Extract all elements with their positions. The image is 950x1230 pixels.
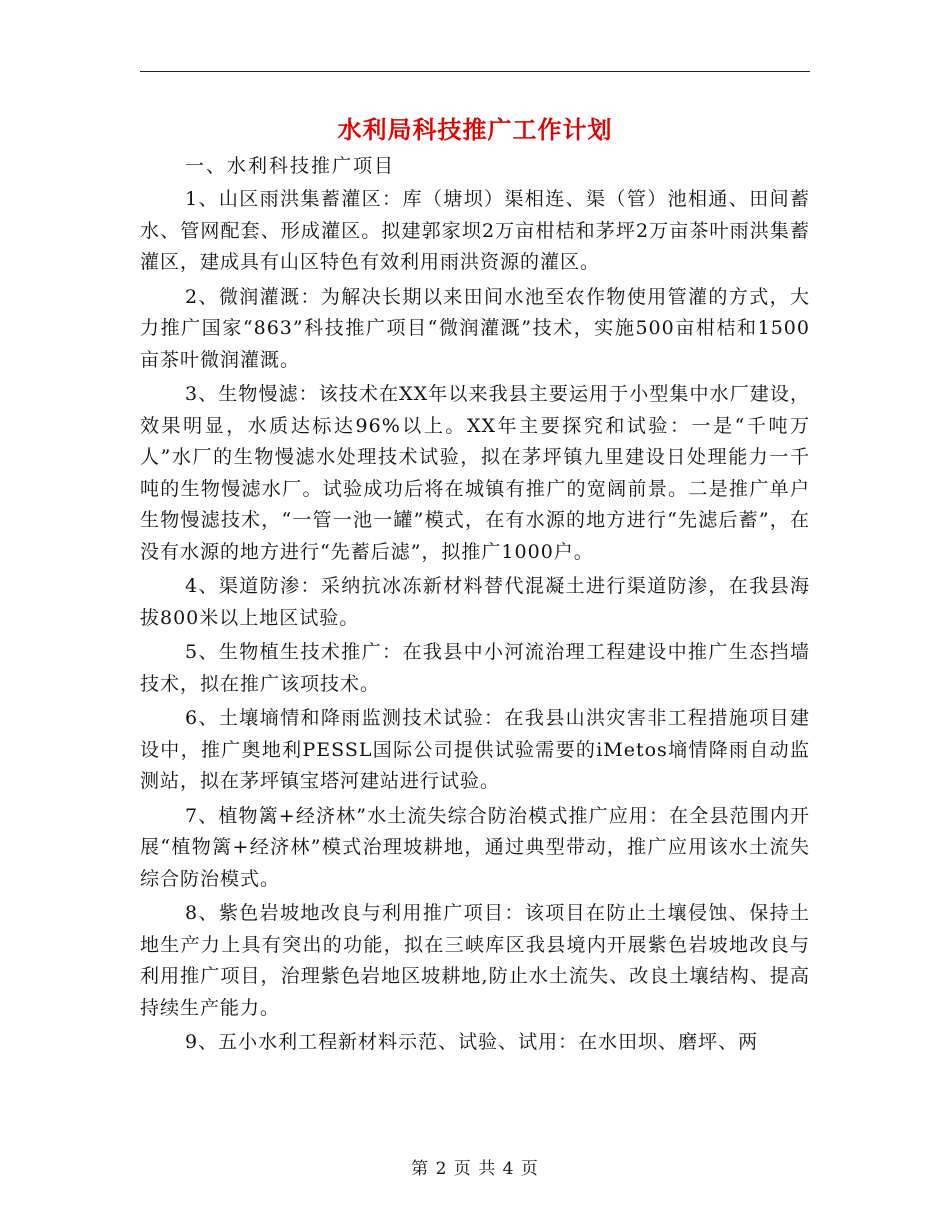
paragraph-8: 8、紫色岩坡地改良与利用推广项目：该项目在防止土壤侵蚀、保持土地生产力上具有突出的功能，拟在三峡库区我县境内开展紫色岩坡地改良与利用推广项目，治理紫色岩地区坡耕地,防止水土流失、改良土壤结构、提高持续生产能力。 <box>140 902 810 1019</box>
document-title: 水利局科技推广工作计划 <box>337 115 613 144</box>
paragraph-2: 2、微润灌溉：为解决长期以来田间水池至农作物使用管灌的方式，大力推广国家“863”科技推广项目“微润灌溉”技术，实施500亩柑桔和1500亩茶叶微润灌溉。 <box>140 285 810 371</box>
paragraph-5: 5、生物植生技术推广：在我县中小河流治理工程建设中推广生态挡墙技术，拟在推广该项技术。 <box>140 641 810 695</box>
paragraph-6: 6、土壤墒情和降雨监测技术试验：在我县山洪灾害非工程措施项目建设中，推广奥地利PESSL国际公司提供试验需要的iMetos墒情降雨自动监测站，拟在茅坪镇宝塔河建站进行试验。 <box>140 707 810 792</box>
page-footer: 第 2 页 共 4 页 <box>411 1159 539 1179</box>
header-rule <box>140 71 810 72</box>
paragraph-9: 9、五小水利工程新材料示范、试验、试用：在水田坝、磨坪、两 <box>185 1031 759 1053</box>
paragraph-7: 7、植物篱+经济林”水土流失综合防治模式推广应用：在全县范围内开展“植物篱+经济林”模式治理坡耕地，通过典型带动，推广应用该水土流失综合防治模式。 <box>140 804 810 890</box>
section-heading: 一、水利科技推广项目 <box>185 155 396 177</box>
paragraph-3: 3、生物慢滤：该技术在XX年以来我县主要运用于小型集中水厂建设，效果明显，水质达标达96%以上。XX年主要探究和试验：一是“千吨万人”水厂的生物慢滤水处理技术试验，拟在茅坪镇九里建设日处理能力一千吨的生物慢滤水厂。试验成功后将在城镇有推广的宽阔前景。二是推广单户生物慢滤技术，“一管一池一罐”模式，在有水源的地方进行“先滤后蓄”，在没有水源的地方进行“先蓄后滤”，拟推广1000户。 <box>140 383 810 563</box>
paragraph-1: 1、山区雨洪集蓄灌区：库（塘坝）渠相连、渠（管）池相通、田间蓄水、管网配套、形成灌区。拟建郭家坝2万亩柑桔和茅坪2万亩茶叶雨洪集蓄灌区，建成具有山区特色有效利用雨洪资源的灌区。 <box>140 188 810 273</box>
paragraph-4: 4、渠道防渗：采纳抗冰冻新材料替代混凝土进行渠道防渗，在我县海拔800米以上地区试验。 <box>140 575 810 629</box>
document-body <box>140 184 810 1059</box>
